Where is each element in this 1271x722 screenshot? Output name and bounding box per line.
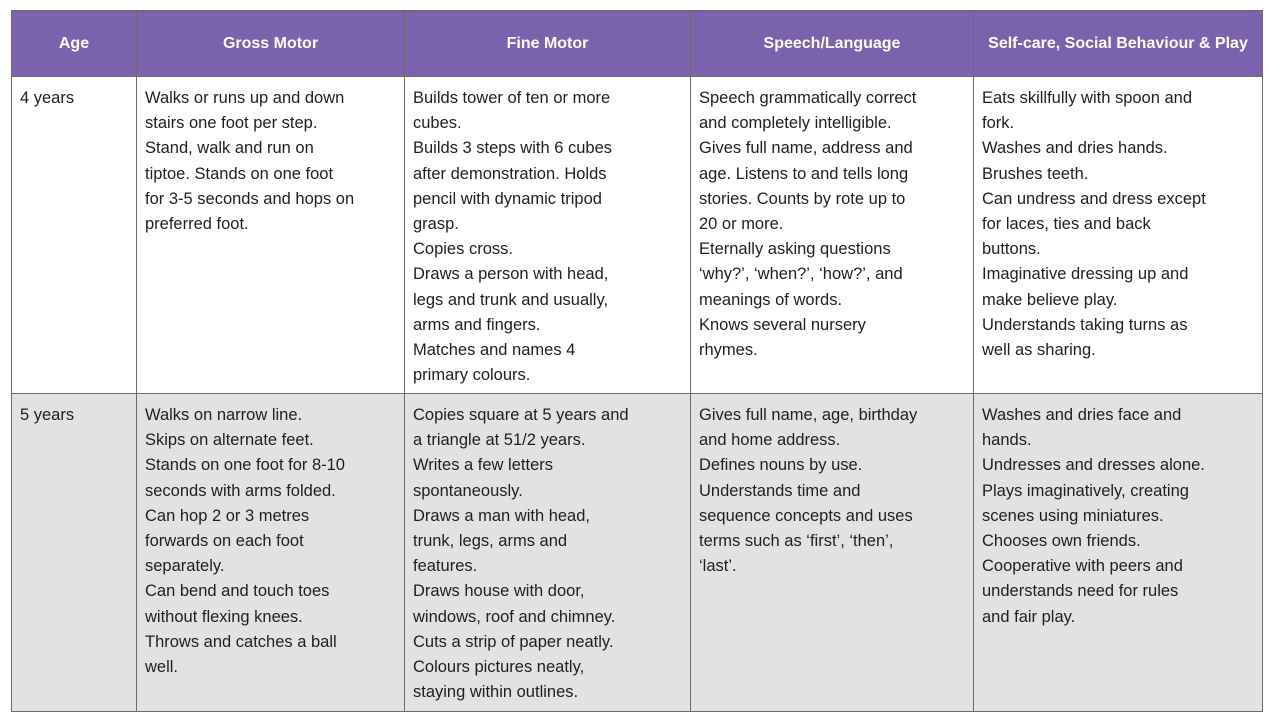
cell-text-line: Washes and dries face and (982, 406, 1182, 424)
cell-text-line: Walks or runs up and down (145, 89, 345, 107)
cell-text-line: a triangle at 51/2 years. (413, 431, 586, 450)
cell-text-line: ‘last’. (699, 557, 737, 576)
cell-text-line: sequence concepts and uses (699, 506, 913, 525)
cell-text-line: scenes using miniatures. (982, 506, 1164, 525)
cell-text-line: Colours pictures neatly, (413, 658, 585, 677)
cell-age: 4 years (12, 77, 137, 394)
cell-gross-motor (137, 77, 405, 394)
cell-text-line: for 3-5 seconds and hops on (145, 189, 355, 208)
cell-text-line: Understands taking turns as (982, 315, 1188, 334)
header-self-care-line-1: Self-care, Social Behaviour (988, 35, 1195, 52)
cell-text-line: Plays imaginatively, creating (982, 481, 1189, 500)
cell-text-line: buttons. (982, 240, 1041, 259)
cell-text-line: Draws house with door, (413, 582, 585, 601)
cell-text-line: features. (413, 557, 478, 576)
cell-speech-language (691, 77, 974, 394)
cell-text-line: without flexing knees. (145, 607, 303, 626)
cell-text-line: Walks on narrow line. (145, 406, 303, 424)
cell-text-line: windows, roof and chimney. (413, 607, 616, 626)
cell-text-line: and home address. (699, 431, 841, 450)
table-row-5-years (12, 394, 1263, 712)
cell-text-line: spontaneously. (413, 481, 523, 500)
header-fine-motor: Fine Motor (405, 11, 691, 77)
cell-text-line: Brushes teeth. (982, 164, 1089, 183)
header-self-care-line-2: & Play (1198, 35, 1248, 52)
cell-text-line: forwards on each foot (145, 532, 304, 551)
cell-text-line: Gives full name, address and (699, 139, 913, 158)
cell-text-line: Undresses and dresses alone. (982, 456, 1205, 475)
cell-text-line: terms such as ‘first’, ‘then’, (699, 532, 894, 551)
cell-text-line: grasp. (413, 215, 459, 234)
cell-text-line: understands need for rules (982, 582, 1179, 601)
cell-text-line: staying within outlines. (413, 683, 579, 702)
cell-age: 5 years (12, 394, 137, 712)
cell-text-line: Skips on alternate feet. (145, 431, 314, 450)
developmental-milestones-table (11, 10, 1263, 712)
cell-text-line: Matches and names 4 (413, 341, 576, 360)
header-row (12, 11, 1263, 77)
cell-text-line: Stands on one foot for 8-10 (145, 456, 345, 475)
cell-text-line: Copies cross. (413, 240, 513, 259)
cell-text-line: Builds 3 steps with 6 cubes (413, 139, 613, 158)
cell-text-line: hands. (982, 431, 1032, 450)
cell-text-line: separately. (145, 557, 225, 576)
cell-text-line: Draws a person with head, (413, 265, 609, 284)
cell-text-line: seconds with arms folded. (145, 481, 336, 500)
cell-text-line: legs and trunk and usually, (413, 290, 609, 309)
cell-text-line: and fair play. (982, 607, 1076, 626)
cell-text-line: Stand, walk and run on (145, 139, 314, 158)
header-self-care-social-play (974, 11, 1263, 77)
cell-text-line: trunk, legs, arms and (413, 532, 568, 551)
cell-text-line: Imaginative dressing up and (982, 265, 1189, 284)
cell-text-line: Cooperative with peers and (982, 557, 1183, 576)
cell-text-line: well as sharing. (982, 341, 1096, 360)
cell-text-line: Defines nouns by use. (699, 456, 863, 475)
cell-text-line: tiptoe. Stands on one foot (145, 164, 334, 183)
cell-text-line: Can hop 2 or 3 metres (145, 506, 310, 525)
cell-text-line: Understands time and (699, 481, 861, 500)
cell-text-line: ‘why?’, ‘when?’, ‘how?’, and (699, 265, 903, 284)
cell-text-line: Copies square at 5 years and (413, 406, 629, 424)
cell-text-line: Gives full name, age, birthday (699, 406, 918, 424)
cell-self-care-social-play (974, 394, 1263, 712)
cell-text-line: arms and fingers. (413, 315, 541, 334)
cell-text-line: stairs one foot per step. (145, 114, 318, 133)
cell-self-care-social-play (974, 77, 1263, 394)
cell-text-line: Knows several nursery (699, 315, 866, 334)
cell-text-line: Chooses own friends. (982, 532, 1141, 551)
cell-text-line: age. Listens to and tells long (699, 164, 909, 183)
cell-fine-motor (405, 77, 691, 394)
cell-text-line: Cuts a strip of paper neatly. (413, 632, 614, 651)
cell-text-line: rhymes. (699, 341, 758, 360)
cell-text-line: pencil with dynamic tripod (413, 189, 602, 208)
cell-text-line: make believe play. (982, 290, 1118, 309)
cell-text-line: meanings of words. (699, 290, 843, 309)
cell-text-line: primary colours. (413, 366, 531, 385)
header-speech-language: Speech/Language (691, 11, 974, 77)
cell-text-line: for laces, ties and back (982, 215, 1151, 234)
cell-speech-language (691, 394, 974, 712)
cell-text-line: Eternally asking questions (699, 240, 891, 259)
cell-text-line: well. (145, 658, 179, 677)
cell-text-line: Can bend and touch toes (145, 582, 330, 601)
table-row-4-years (12, 77, 1263, 394)
cell-fine-motor (405, 394, 691, 712)
header-age: Age (12, 11, 137, 77)
cell-text-line: Can undress and dress except (982, 189, 1206, 208)
header-gross-motor: Gross Motor (137, 11, 405, 77)
cell-text-line: and completely intelligible. (699, 114, 892, 133)
cell-text-line: Eats skillfully with spoon and (982, 89, 1193, 107)
cell-text-line: fork. (982, 114, 1015, 133)
cell-text-line: Builds tower of ten or more (413, 89, 611, 107)
cell-text-line: preferred foot. (145, 215, 249, 234)
cell-gross-motor (137, 394, 405, 712)
cell-text-line: Speech grammatically correct (699, 89, 917, 107)
cell-text-line: Draws a man with head, (413, 506, 590, 525)
cell-text-line: cubes. (413, 114, 462, 133)
cell-text-line: after demonstration. Holds (413, 164, 607, 183)
cell-text-line: Writes a few letters (413, 456, 553, 475)
cell-text-line: Throws and catches a ball (145, 632, 337, 651)
cell-text-line: 20 or more. (699, 215, 784, 234)
cell-text-line: stories. Counts by rote up to (699, 189, 906, 208)
cell-text-line: Washes and dries hands. (982, 139, 1168, 158)
